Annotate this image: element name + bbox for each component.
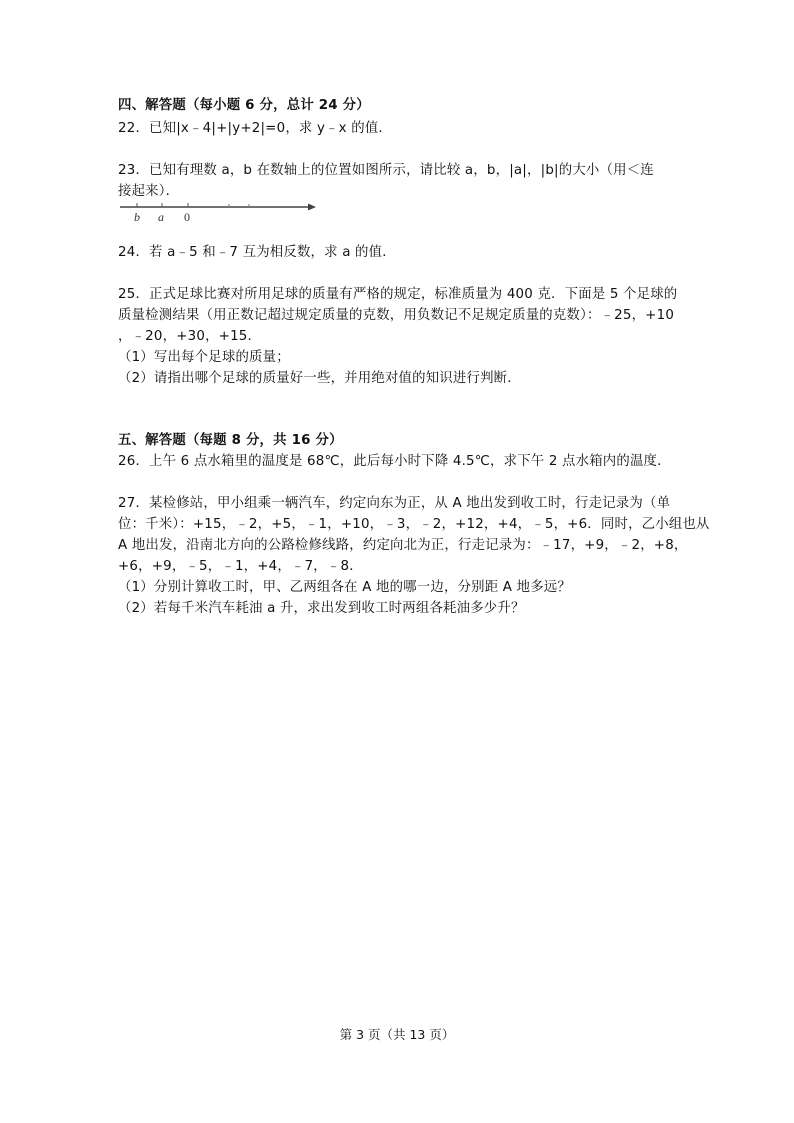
question-27-part-1: （1）分别计算收工时，甲、乙两组各在 A 地的哪一边，分别距 A 地多远？	[118, 580, 571, 595]
label-a: a	[158, 210, 164, 224]
question-27-line-2: 位：千米）：+15，﹣2，+5，﹣1，+10，﹣3，﹣2，+12，+4，﹣5，+6．同时，乙小组也从	[118, 517, 710, 532]
number-line-figure	[118, 199, 318, 225]
question-25-line-3: ，﹣20，+30，+15．	[118, 329, 262, 344]
question-26: 26．上午 6 点水箱里的温度是 68℃，此后每小时下降 4.5℃，求下午 2 点水箱内的温度．	[118, 454, 671, 469]
question-23-line-2: 接起来）．	[118, 184, 180, 199]
page-footer: 第 3 页（共 13 页）	[339, 1027, 455, 1042]
label-zero: 0	[184, 210, 190, 224]
section-5-heading: 五、解答题（每题 8 分，共 16 分）	[118, 433, 343, 448]
number-line-arrow	[308, 204, 316, 211]
label-b: b	[134, 210, 140, 224]
question-27-part-2: （2）若每千米汽车耗油 a 升，求出发到收工时两组各耗油多少升？	[118, 601, 525, 616]
question-27-line-4: +6，+9，﹣5，﹣1，+4，﹣7，﹣8．	[118, 559, 363, 574]
question-27-line-3: A 地出发，沿南北方向的公路检修线路，约定向北为正，行走记录为：﹣17，+9，﹣2，+8，	[118, 538, 688, 553]
question-25-part-1: （1）写出每个足球的质量；	[118, 350, 290, 365]
question-27-line-1: 27．某检修站，甲小组乘一辆汽车，约定向东为正，从 A 地出发到收工时，行走记录为（单	[118, 496, 671, 511]
question-25-line-2: 质量检测结果（用正数记超过规定质量的克数，用负数记不足规定质量的克数）：﹣25，+10	[118, 308, 675, 323]
question-22: 22．已知|x﹣4|+|y+2|=0，求 y﹣x 的值．	[118, 121, 393, 136]
question-25-line-1: 25．正式足球比赛对所用足球的质量有严格的规定，标准质量为 400 克．下面是 5 个足球的	[118, 287, 678, 302]
question-24: 24．若 a﹣5 和﹣7 互为相反数，求 a 的值．	[118, 245, 396, 260]
question-25-part-2: （2）请指出哪个足球的质量好一些，并用绝对值的知识进行判断．	[118, 371, 521, 386]
section-4-heading: 四、解答题（每小题 6 分，总计 24 分）	[118, 98, 370, 113]
question-23-line-1: 23．已知有理数 a，b 在数轴上的位置如图所示，请比较 a，b，|a|，|b|的大小（用＜连	[118, 163, 654, 178]
